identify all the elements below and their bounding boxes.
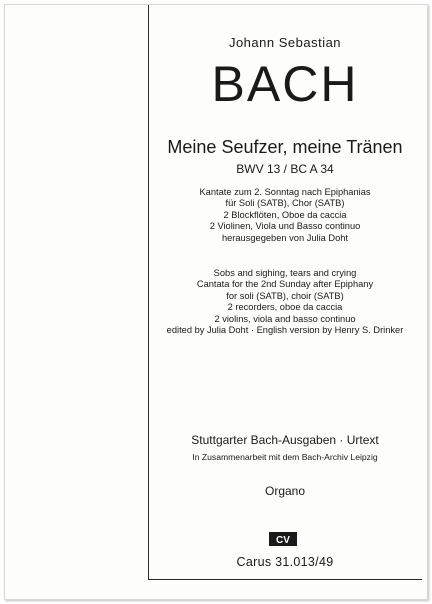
- work-title: Meine Seufzer, meine Tränen: [167, 137, 403, 157]
- german-description: [149, 187, 421, 244]
- score-cover: [4, 4, 428, 600]
- catalog-numbers: BWV 13 / BC A 34: [236, 162, 334, 176]
- english-line: edited by Julia Doht · English version by Henry S. Drinker: [166, 325, 404, 336]
- english-line: Sobs and sighing, tears and crying: [213, 268, 357, 278]
- english-line: for soli (SATB), choir (SATB): [226, 290, 344, 301]
- english-line: 2 violins, viola and basso continuo: [214, 313, 356, 324]
- instrument-part: Organo: [264, 484, 306, 498]
- german-line: herausgegeben von Julia Doht: [221, 232, 349, 243]
- collaboration-note: In Zusammenarbeit mit dem Bach-Archiv Leipzig: [192, 452, 378, 462]
- horizontal-rule: [148, 579, 422, 580]
- english-line: 2 recorders, oboe da caccia: [227, 302, 343, 313]
- english-description: [149, 268, 421, 336]
- german-line: 2 Blockflöten, Oboe da caccia: [223, 209, 347, 220]
- composer-first-names: Johann Sebastian: [228, 35, 342, 50]
- logo-text: CV: [276, 535, 290, 546]
- carus-catalog-number: Carus 31.013/49: [236, 555, 334, 569]
- german-line: 2 Violinen, Viola und Basso continuo: [209, 221, 361, 232]
- carus-logo-icon: [269, 532, 297, 546]
- german-line: für Soli (SATB), Chor (SATB): [225, 198, 345, 209]
- series-name: Stuttgarter Bach-Ausgaben · Urtext: [191, 433, 379, 447]
- german-line: Kantate zum 2. Sonntag nach Epiphanias: [199, 187, 371, 197]
- composer-surname: BACH: [211, 56, 359, 112]
- english-line: Cantata for the 2nd Sunday after Epiphany: [196, 279, 374, 290]
